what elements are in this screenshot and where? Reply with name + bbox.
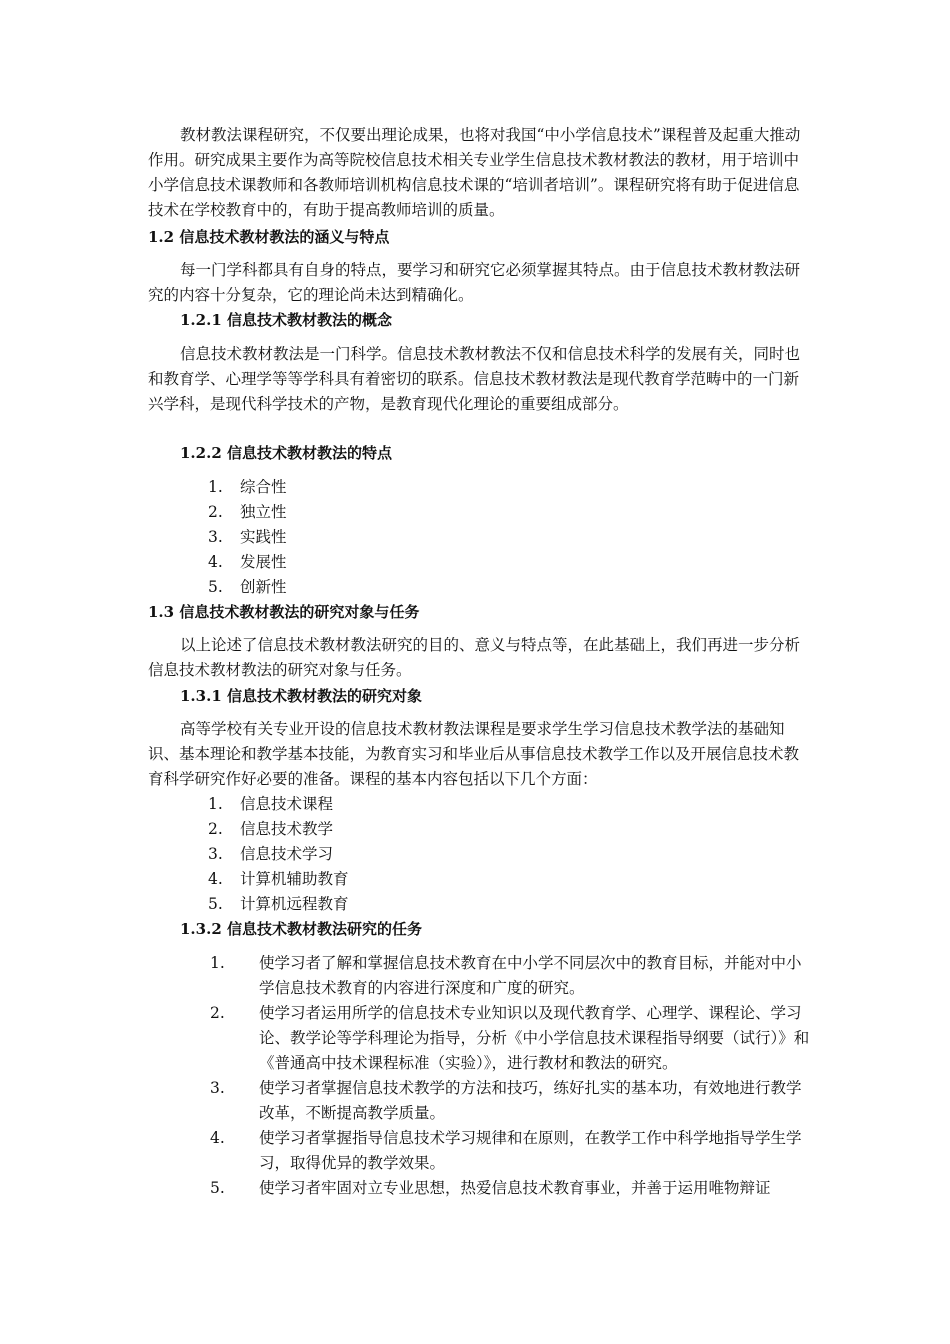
list-item-number: 1.	[208, 795, 223, 813]
list-item-text: 信息技术教学	[240, 820, 334, 838]
list-item	[208, 817, 349, 842]
list-item	[208, 575, 287, 600]
list-item	[210, 951, 815, 1001]
list-item	[208, 892, 349, 917]
list-item-number: 3.	[208, 528, 223, 546]
list-item-text: 发展性	[240, 553, 287, 571]
list-item-text: 创新性	[240, 578, 287, 596]
list-item	[208, 475, 287, 500]
list-item	[208, 525, 287, 550]
list-item-number: 4.	[208, 553, 223, 571]
list-item	[210, 1001, 815, 1076]
list-item-text: 信息技术课程	[240, 795, 334, 813]
list-item	[208, 550, 287, 575]
list-item-text: 使学习者了解和掌握信息技术教育在中小学不同层次中的教育目标，并能对中小学信息技术教育的内容进行深度和广度的研究。	[259, 954, 802, 997]
list-item-number: 2.	[210, 1004, 225, 1022]
list-item-text: 独立性	[240, 503, 287, 521]
list-item-number: 4.	[208, 870, 223, 888]
list-item-number: 2.	[208, 503, 223, 521]
list-item	[208, 500, 287, 525]
list-item-number: 3.	[210, 1079, 225, 1097]
subsection-1-3-1-paragraph: 高等学校有关专业开设的信息技术教材教法课程是要求学生学习信息技术教学法的基础知识、基本理论和教学基本技能，为教育实习和毕业后从事信息技术教学工作以及开展信息技术教育科学研究作好必要的准备。课程的基本内容包括以下几个方面：	[148, 720, 800, 788]
list-item-text: 综合性	[240, 478, 287, 496]
research-tasks-list	[210, 951, 815, 1201]
list-item-number: 3.	[208, 845, 223, 863]
list-item	[208, 842, 349, 867]
list-item	[210, 1126, 815, 1176]
list-item-number: 5.	[208, 895, 223, 913]
section-1-2-paragraph: 每一门学科都具有自身的特点，要学习和研究它必须掌握其特点。由于信息技术教材教法研究的内容十分复杂，它的理论尚未达到精确化。	[148, 261, 801, 304]
list-item	[210, 1176, 815, 1201]
list-item	[208, 867, 349, 892]
subsection-heading-1-2-1: 1.2.1 信息技术教材教法的概念	[180, 311, 392, 329]
intro-paragraph: 教材教法课程研究，不仅要出理论成果，也将对我国“中小学信息技术”课程普及起重大推动作用。研究成果主要作为高等院校信息技术相关专业学生信息技术教材教法的教材，用于培训中小学信息技术课教师和各教师培训机构信息技术课的“培训者培训”。课程研究将有助于促进信息技术在学校教育中的，有助于提高教师培训的质量。	[148, 126, 801, 219]
list-item-text: 使学习者掌握指导信息技术学习规律和在原则，在教学工作中科学地指导学生学习，取得优异的教学效果。	[259, 1129, 802, 1172]
section-heading-1-3: 1.3 信息技术教材教法的研究对象与任务	[148, 603, 420, 621]
subsection-1-2-1-paragraph: 信息技术教材教法是一门科学。信息技术教材教法不仅和信息技术科学的发展有关，同时也和教育学、心理学等等学科具有着密切的联系。信息技术教材教法是现代教育学范畴中的一门新兴学科，是现代科学技术的产物，是教育现代化理论的重要组成部分。	[148, 345, 801, 413]
list-item-number: 4.	[210, 1129, 225, 1147]
list-item-number: 5.	[208, 578, 223, 596]
features-list	[208, 475, 287, 600]
list-item	[210, 1076, 815, 1126]
list-item-text: 实践性	[240, 528, 287, 546]
list-item-text: 使学习者掌握信息技术教学的方法和技巧，练好扎实的基本功，有效地进行教学改革，不断提高教学质量。	[259, 1079, 802, 1122]
list-item-number: 2.	[208, 820, 223, 838]
subsection-heading-1-2-2: 1.2.2 信息技术教材教法的特点	[180, 444, 392, 462]
section-1-3-paragraph: 以上论述了信息技术教材教法研究的目的、意义与特点等，在此基础上，我们再进一步分析信息技术教材教法的研究对象与任务。	[148, 636, 801, 679]
list-item-text: 计算机远程教育	[240, 895, 349, 913]
list-item-text: 使学习者牢固对立专业思想，热爱信息技术教育事业，并善于运用唯物辩证	[259, 1179, 771, 1197]
section-heading-1-2: 1.2 信息技术教材教法的涵义与特点	[148, 228, 390, 246]
list-item-number: 5.	[210, 1179, 225, 1197]
list-item-text: 信息技术学习	[240, 845, 334, 863]
research-objects-list	[208, 792, 349, 917]
subsection-heading-1-3-1: 1.3.1 信息技术教材教法的研究对象	[180, 687, 422, 705]
list-item-text: 使学习者运用所学的信息技术专业知识以及现代教育学、心理学、课程论、学习论、教学论等学科理论为指导，分析《中小学信息技术课程指导纲要（试行）》和《普通高中技术课程标准（实验）》，进行教材和教法的研究。	[259, 1004, 810, 1072]
list-item-number: 1.	[210, 954, 225, 972]
list-item-number: 1.	[208, 478, 223, 496]
list-item-text: 计算机辅助教育	[240, 870, 349, 888]
subsection-heading-1-3-2: 1.3.2 信息技术教材教法研究的任务	[180, 920, 422, 938]
list-item	[208, 792, 349, 817]
